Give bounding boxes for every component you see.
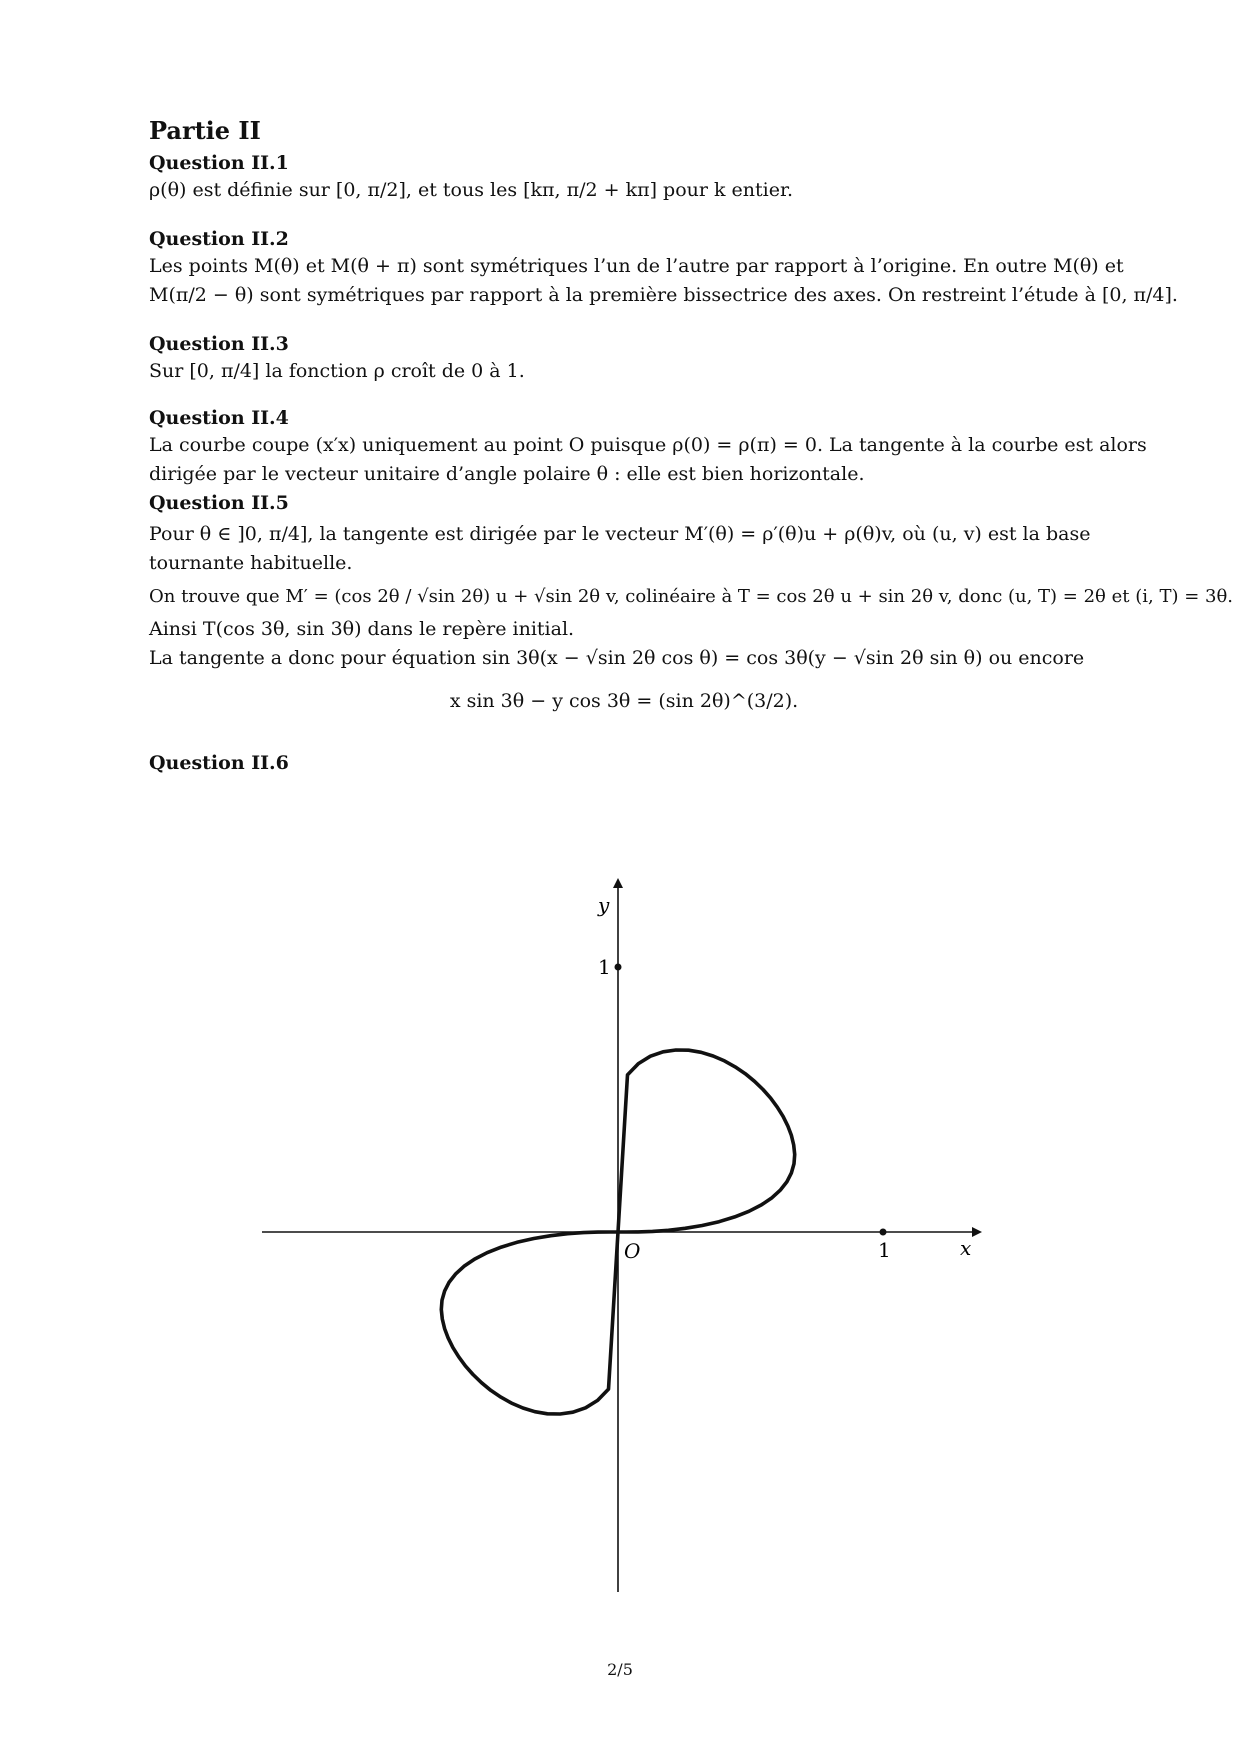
part-title: Partie II bbox=[149, 116, 261, 145]
question-ii-6 bbox=[149, 750, 1099, 776]
question-heading: Question II.3 bbox=[149, 333, 289, 355]
question-text: Pour θ ∈ ]0, π/4], la tangente est dirigée par le vecteur M′(θ) = ρ′(θ)u + ρ(θ)v, où (u, v) est la base bbox=[149, 523, 1091, 545]
y-tick-1-marker bbox=[615, 964, 622, 971]
x-tick-1-marker bbox=[880, 1229, 887, 1236]
question-text: La courbe coupe (x′x) uniquement au point O puisque ρ(0) = ρ(π) = 0. La tangente à la courbe est alors bbox=[149, 434, 1147, 456]
display-equation: x sin 3θ − y cos 3θ = (sin 2θ)^(3/2). bbox=[449, 690, 799, 712]
question-text: La tangente a donc pour équation sin 3θ(x − √sin 2θ cos θ) = cos 3θ(y − √sin 2θ sin θ) ou encore bbox=[149, 647, 1085, 669]
y-tick-label: 1 bbox=[598, 955, 611, 979]
question-heading: Question II.6 bbox=[149, 752, 289, 774]
question-text: On trouve que M′ = (cos 2θ / √sin 2θ) u + √sin 2θ v, colinéaire à T = cos 2θ u + sin 2θ v, donc (u, T) = 2θ et (i, T) = 3θ. bbox=[149, 586, 1234, 607]
curve-lower-lobe bbox=[441, 1232, 618, 1414]
question-heading: Question II.5 bbox=[149, 492, 289, 514]
origin-label: O bbox=[624, 1239, 641, 1263]
question-text: Sur [0, π/4] la fonction ρ croît de 0 à 1. bbox=[149, 360, 525, 382]
question-heading: Question II.4 bbox=[149, 407, 289, 429]
question-text: Les points M(θ) et M(θ + π) sont symétriques l’un de l’autre par rapport à l’origine. En outre M(θ) et bbox=[149, 255, 1124, 277]
question-text: ρ(θ) est définie sur [0, π/2], et tous les [kπ, π/2 + kπ] pour k entier. bbox=[149, 179, 794, 201]
question-ii-1 bbox=[149, 150, 1099, 205]
question-ii-4 bbox=[149, 405, 1147, 489]
curve-figure bbox=[240, 860, 1000, 1620]
x-tick-label: 1 bbox=[878, 1238, 891, 1262]
question-ii-3 bbox=[149, 331, 1099, 386]
question-heading: Question II.2 bbox=[149, 228, 289, 250]
question-ii-5 bbox=[149, 490, 1234, 716]
question-heading: Question II.1 bbox=[149, 152, 289, 174]
y-axis-label: y bbox=[598, 893, 610, 917]
x-axis-label: x bbox=[960, 1236, 972, 1260]
question-text: dirigée par le vecteur unitaire d’angle polaire θ : elle est bien horizontale. bbox=[149, 463, 865, 485]
question-ii-2 bbox=[149, 226, 1178, 310]
page-number: 2/5 bbox=[607, 1660, 633, 1679]
question-text: Ainsi T(cos 3θ, sin 3θ) dans le repère initial. bbox=[149, 618, 575, 640]
question-text: M(π/2 − θ) sont symétriques par rapport à la première bissectrice des axes. On restreint l’étude à [0, π/4]. bbox=[149, 284, 1178, 306]
question-text: tournante habituelle. bbox=[149, 552, 353, 574]
curve-upper-lobe bbox=[618, 1050, 795, 1232]
